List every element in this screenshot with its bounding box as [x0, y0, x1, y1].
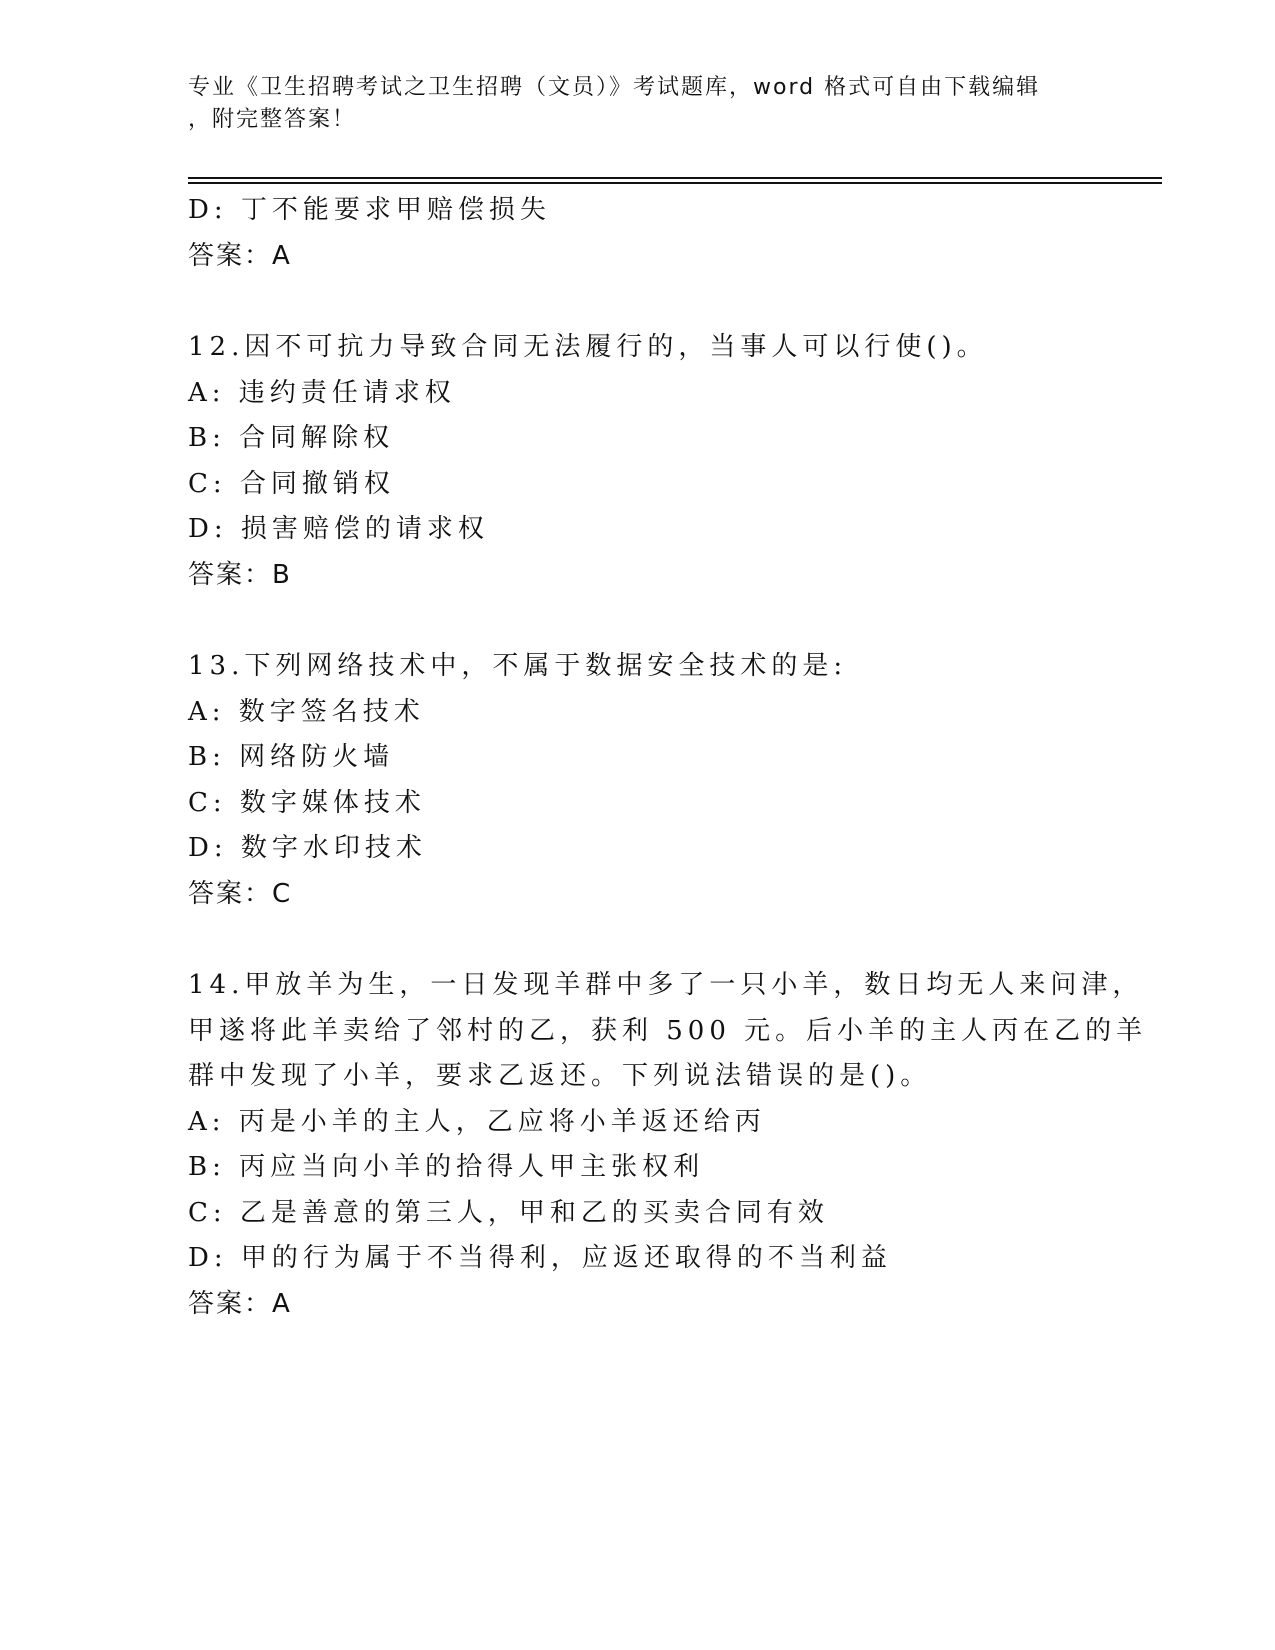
spacer — [188, 279, 1088, 325]
option-c: C: 乙是善意的第三人，甲和乙的买卖合同有效 — [188, 1197, 829, 1228]
question-12 — [188, 325, 1088, 598]
question-stem: 12.因不可抗力导致合同无法履行的，当事人可以行使()。 — [188, 332, 988, 362]
header-line-2: ，附完整答案！ — [188, 107, 357, 132]
question-13 — [188, 644, 1088, 917]
question-11-continuation — [188, 188, 1088, 279]
option-d: D: 损害赔偿的请求权 — [188, 514, 489, 544]
question-list — [188, 188, 1148, 1327]
option-b: B: 网络防火墙 — [188, 742, 395, 772]
option-a: A: 违约责任请求权 — [188, 377, 456, 408]
option-a: A: 数字签名技术 — [188, 696, 425, 727]
spacer — [188, 917, 1088, 963]
answer: 答案：A — [188, 240, 292, 271]
option-d: D: 数字水印技术 — [188, 833, 427, 863]
answer: 答案：C — [188, 878, 293, 909]
option-a: A: 丙是小羊的主人，乙应将小羊返还给丙 — [188, 1106, 766, 1137]
header-rule-top — [188, 177, 1162, 179]
option-c: C: 合同撤销权 — [188, 468, 395, 499]
header-rule-bottom — [188, 182, 1162, 184]
spacer — [188, 598, 1088, 644]
answer: 答案：A — [188, 1288, 292, 1319]
option-b: B: 丙应当向小羊的拾得人甲主张权利 — [188, 1152, 705, 1182]
option-b: B: 合同解除权 — [188, 423, 395, 453]
question-stem-line-3: 群中发现了小羊，要求乙返还。下列说法错误的是()。 — [188, 1061, 932, 1091]
header-line-1: 专业《卫生招聘考试之卫生招聘（文员）》考试题库，word 格式可自由下载编辑 — [188, 75, 1041, 100]
answer: 答案：B — [188, 559, 292, 590]
question-14 — [188, 963, 1148, 1327]
question-stem: 13.下列网络技术中，不属于数据安全技术的是: — [188, 651, 848, 681]
option-c: C: 数字媒体技术 — [188, 787, 426, 818]
option-d: D: 甲的行为属于不当得利，应返还取得的不当利益 — [188, 1243, 892, 1273]
option-d: D: 丁不能要求甲赔偿损失 — [188, 195, 551, 225]
question-stem-line-2: 甲遂将此羊卖给了邻村的乙，获利 500 元。后小羊的主人丙在乙的羊 — [188, 1015, 1148, 1046]
question-stem-line-1: 14.甲放羊为生，一日发现羊群中多了一只小羊，数日均无人来问津， — [188, 970, 1144, 1000]
document-header — [188, 72, 1088, 136]
